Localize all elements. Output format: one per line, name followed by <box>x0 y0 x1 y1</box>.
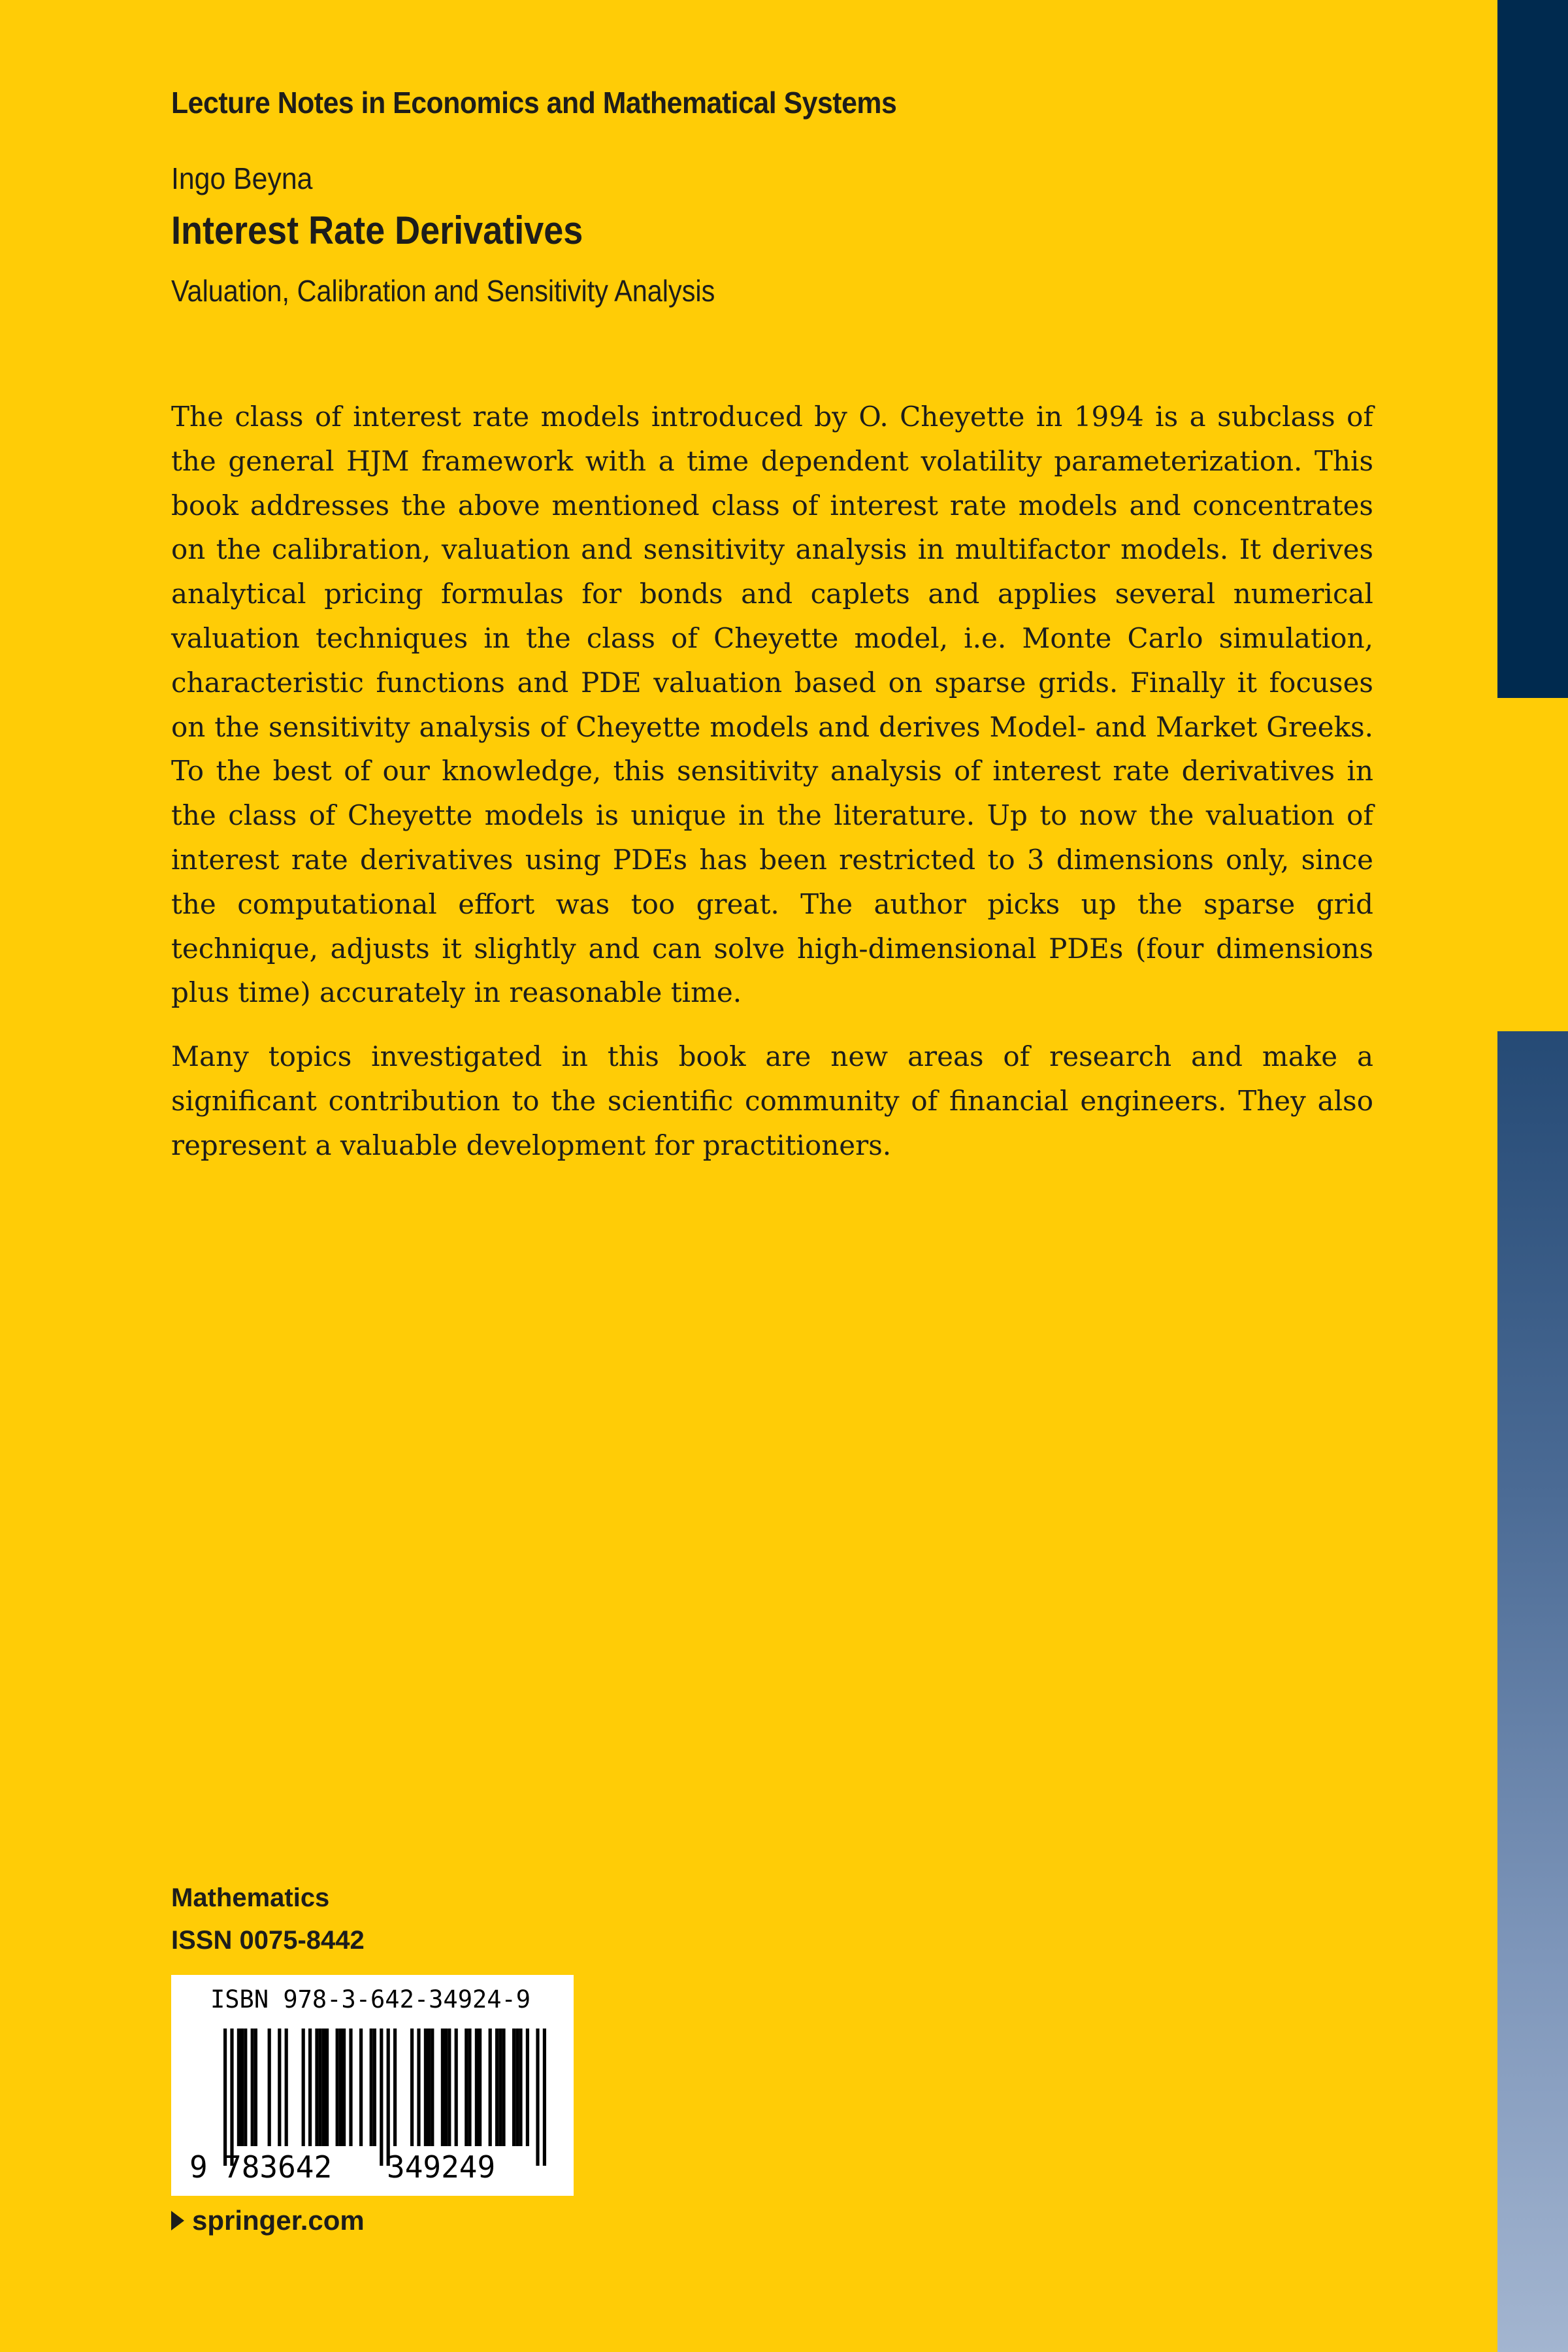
barcode-bar <box>373 2029 376 2146</box>
barcode-bar <box>519 2029 522 2146</box>
navy-side-stripe <box>1497 0 1568 698</box>
barcode-bar <box>237 2029 240 2146</box>
barcode-bar <box>448 2029 451 2146</box>
barcode-bar <box>393 2029 397 2146</box>
barcode-bar <box>512 2029 515 2146</box>
book-subtitle: Valuation, Calibration and Sensitivity Analysis <box>171 274 715 308</box>
barcode-bar <box>502 2029 505 2146</box>
series-title: Lecture Notes in Economics and Mathematical Systems <box>171 86 897 120</box>
barcode-guard-bar <box>223 2029 227 2166</box>
description <box>171 395 1373 1187</box>
barcode-bar <box>268 2029 271 2146</box>
barcode-guard-bar <box>536 2029 539 2166</box>
publisher-website[interactable] <box>171 2205 365 2236</box>
barcode-bar <box>349 2029 352 2146</box>
website-label[interactable]: springer.com <box>192 2205 365 2236</box>
subject-category: Mathematics <box>171 1883 330 1912</box>
barcode-bar <box>285 2029 288 2146</box>
barcode-right-digits: 349249 <box>387 2149 496 2185</box>
barcode-bar <box>315 2029 318 2146</box>
barcode-bar <box>465 2029 468 2146</box>
barcode-bar <box>278 2029 281 2146</box>
barcode-bar <box>325 2029 329 2146</box>
barcode-bar <box>526 2029 529 2146</box>
barcode-bar <box>240 2029 244 2146</box>
barcode-bar <box>254 2029 257 2146</box>
barcode-bar <box>455 2029 458 2146</box>
author-name: Ingo Beyna <box>171 161 313 195</box>
barcode-bar <box>475 2029 478 2146</box>
barcode-guard-bar <box>380 2029 383 2166</box>
barcode-bar <box>441 2029 444 2146</box>
arrow-icon <box>171 2211 184 2230</box>
barcode-bar <box>342 2029 346 2146</box>
barcode-bar <box>515 2029 519 2146</box>
description-paragraph-2: Many topics investigated in this book are new areas of research and make a significant contribution to the scientific community of financial engineers. They also represent a valuable development for practitioners. <box>171 1040 1373 1161</box>
barcode-bar <box>478 2029 482 2146</box>
barcode-bar <box>339 2029 342 2146</box>
barcode-left-digits: 783642 <box>223 2149 333 2185</box>
gradient-side-stripe <box>1497 1031 1568 2352</box>
issn-number: ISSN 0075-8442 <box>171 1926 365 1955</box>
barcode-bar <box>370 2029 373 2146</box>
barcode-bar <box>489 2029 492 2146</box>
barcode-guard-bar <box>230 2029 233 2166</box>
barcode-bar <box>495 2029 498 2146</box>
barcode-bar <box>427 2029 431 2146</box>
barcode-bar <box>359 2029 363 2146</box>
barcode-guard-bar <box>387 2029 390 2166</box>
barcode-bar <box>431 2029 434 2146</box>
barcode-bar <box>498 2029 502 2146</box>
barcode-bar <box>468 2029 471 2146</box>
barcode-bar <box>336 2029 339 2146</box>
barcode-bar <box>444 2029 448 2146</box>
isbn-label: ISBN 978-3-642-34924-9 <box>210 1985 531 2013</box>
barcode-lead-digit: 9 <box>189 2149 208 2185</box>
barcode-bar <box>244 2029 247 2146</box>
barcode-bar <box>424 2029 427 2146</box>
barcode-bar <box>302 2029 305 2146</box>
barcode-bar <box>251 2029 254 2146</box>
barcode-panel <box>171 1975 574 2196</box>
barcode-guard-bar <box>543 2029 546 2166</box>
barcode-bar <box>417 2029 420 2146</box>
barcode-bar <box>308 2029 312 2146</box>
barcode-bar <box>322 2029 325 2146</box>
book-title: Interest Rate Derivatives <box>171 208 583 252</box>
barcode-bar <box>410 2029 414 2146</box>
barcode-bar <box>319 2029 322 2146</box>
description-paragraph-1: The class of interest rate models introduced by O. Cheyette in 1994 is a subclass of the general HJM framework with a time dependent volatility parameterization. This book addresses the above mentioned class of interest rate models and concentrates on the calibration, valuation and sensitivity analysis in multifactor models. It derives analytical pricing formulas for bonds and caplets and applies several numerical valuation techniques in the class of Cheyette model, i.e. Monte Carlo simulation, characteristic functions and PDE valuation based on sparse grids. Finally it focuses on the sensitivity analysis of Cheyette models and derives Model- and Market Greeks. To the best of our knowledge, this sensitivity analysis of interest rate derivatives in the class of Cheyette models is unique in the literature. Up to now the valuation of interest rate derivatives using PDEs has been restricted to 3 dimensions only, since the computational effort was too great. The author picks up the sparse grid technique, adjusts it slightly and can solve high-dimensional PDEs (four dimensions plus time) accurately in reasonable time. <box>171 401 1373 1009</box>
